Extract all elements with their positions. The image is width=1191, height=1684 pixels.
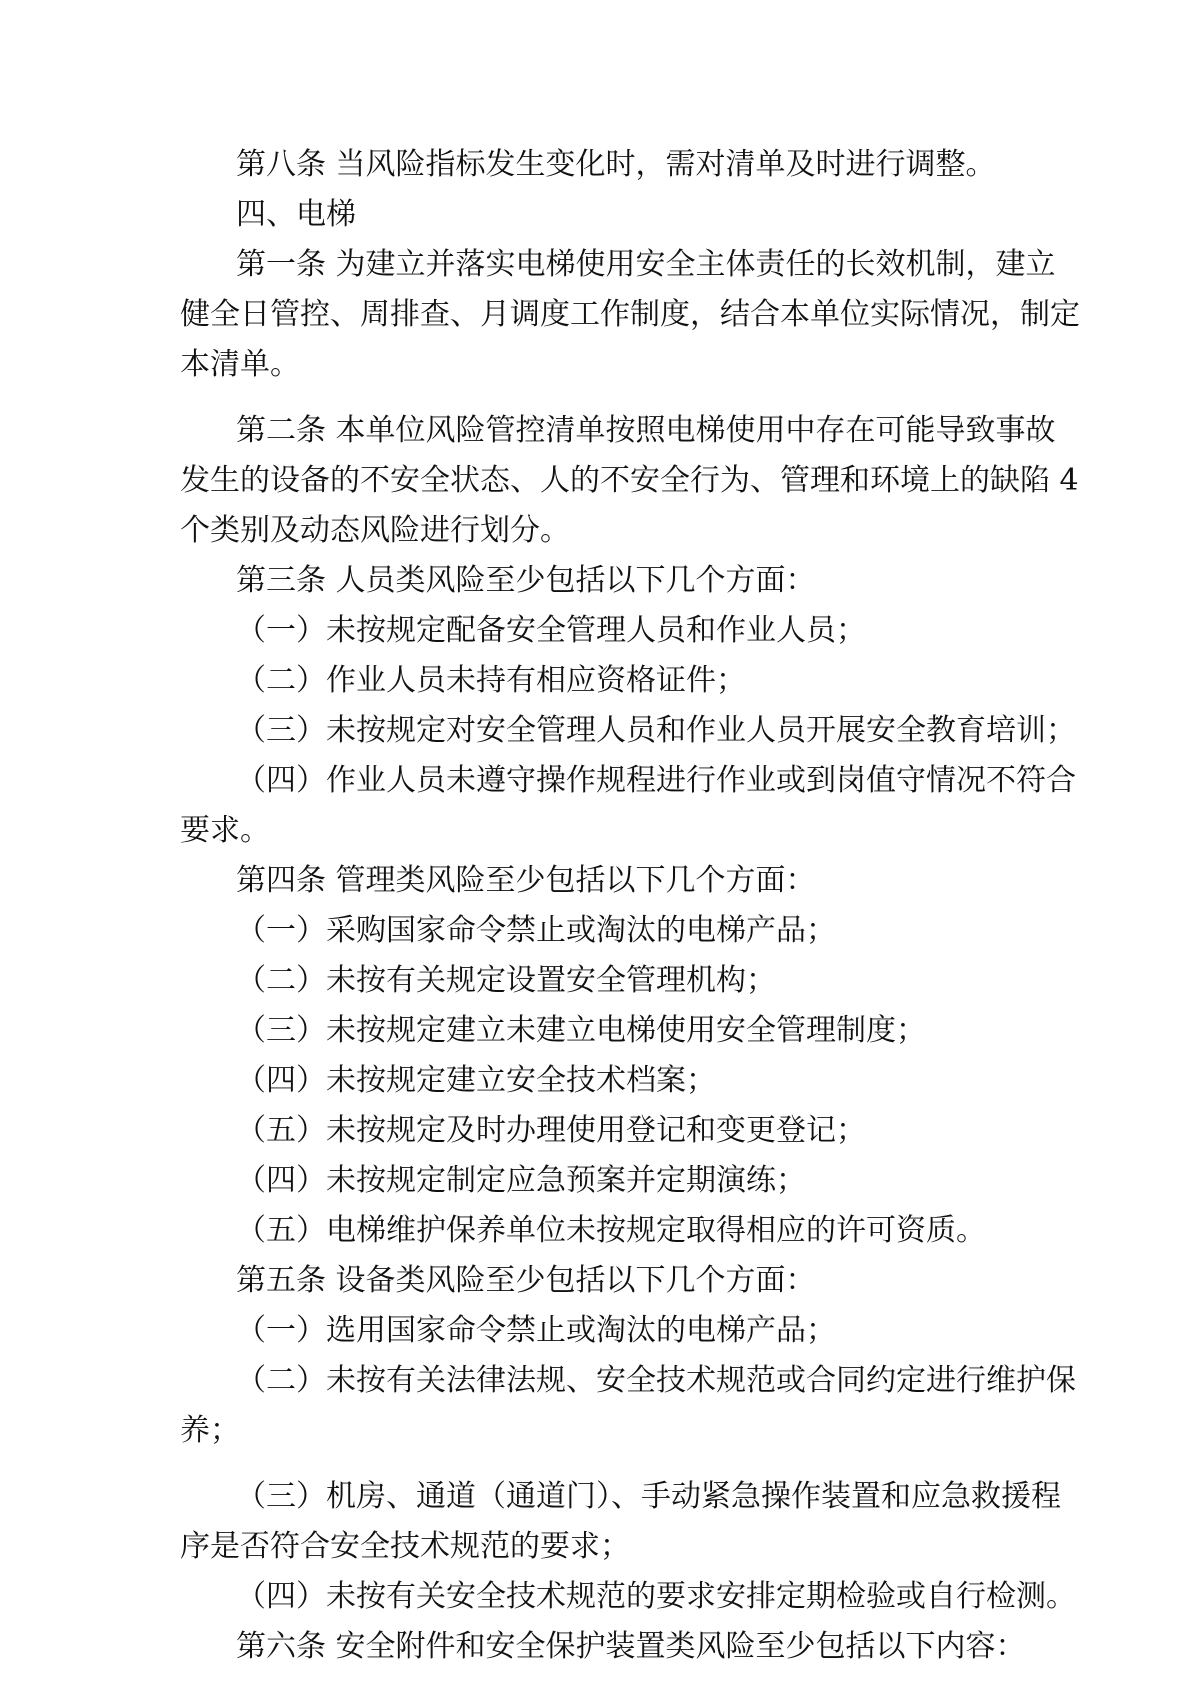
article-5-item-2-line-2: 养； (180, 1413, 240, 1448)
article-8-line: 第八条 当风险指标发生变化时，需对清单及时进行调整。 (236, 147, 996, 182)
article-4-item-3: （三）未按规定建立未建立电梯使用安全管理制度； (236, 1013, 926, 1048)
article-1-line-2: 健全日管控、周排查、月调度工作制度，结合本单位实际情况，制定 (180, 297, 1080, 332)
article-3-item-1: （一）未按规定配备安全管理人员和作业人员； (236, 613, 866, 648)
article-1-line-3: 本清单。 (180, 347, 300, 382)
article-5-item-3-line-1: （三）机房、通道（通道门）、手动紧急操作装置和应急救援程 (236, 1479, 1061, 1514)
article-5-item-4: （四）未按有关安全技术规范的要求安排定期检验或自行检测。 (236, 1579, 1076, 1614)
article-4-heading: 第四条 管理类风险至少包括以下几个方面： (236, 863, 816, 898)
article-3-heading: 第三条 人员类风险至少包括以下几个方面： (236, 563, 816, 598)
article-4-item-6: （四）未按规定制定应急预案并定期演练； (236, 1163, 806, 1198)
article-4-item-2: （二）未按有关规定设置安全管理机构； (236, 963, 776, 998)
article-4-item-4: （四）未按规定建立安全技术档案； (236, 1063, 716, 1098)
article-1-line-1: 第一条 为建立并落实电梯使用安全主体责任的长效机制，建立 (236, 247, 1056, 282)
article-4-item-7: （五）电梯维护保养单位未按规定取得相应的许可资质。 (236, 1213, 986, 1248)
article-5-heading: 第五条 设备类风险至少包括以下几个方面： (236, 1263, 816, 1298)
article-5-item-3-line-2: 序是否符合安全技术规范的要求； (180, 1529, 630, 1564)
article-2-line-1: 第二条 本单位风险管控清单按照电梯使用中存在可能导致事故 (236, 413, 1056, 448)
article-3-item-3: （三）未按规定对安全管理人员和作业人员开展安全教育培训； (236, 713, 1076, 748)
article-2-line-3: 个类别及动态风险进行划分。 (180, 513, 570, 548)
document-page (180, 140, 1080, 1672)
article-4-item-1: （一）采购国家命令禁止或淘汰的电梯产品； (236, 913, 836, 948)
article-5-item-2-line-1: （二）未按有关法律法规、安全技术规范或合同约定进行维护保 (236, 1363, 1076, 1398)
section-heading-elevator: 四、电梯 (236, 197, 356, 232)
article-2-line-2: 发生的设备的不安全状态、人的不安全行为、管理和环境上的缺陷 4 (180, 463, 1079, 498)
article-3-item-2: （二）作业人员未持有相应资格证件； (236, 663, 746, 698)
article-3-item-4-line-1: （四）作业人员未遵守操作规程进行作业或到岗值守情况不符合 (236, 763, 1076, 798)
article-3-item-4-line-2: 要求。 (180, 813, 270, 848)
article-6-heading: 第六条 安全附件和安全保护装置类风险至少包括以下内容： (236, 1629, 1026, 1664)
article-5-item-1: （一）选用国家命令禁止或淘汰的电梯产品； (236, 1313, 836, 1348)
article-4-item-5: （五）未按规定及时办理使用登记和变更登记； (236, 1113, 866, 1148)
